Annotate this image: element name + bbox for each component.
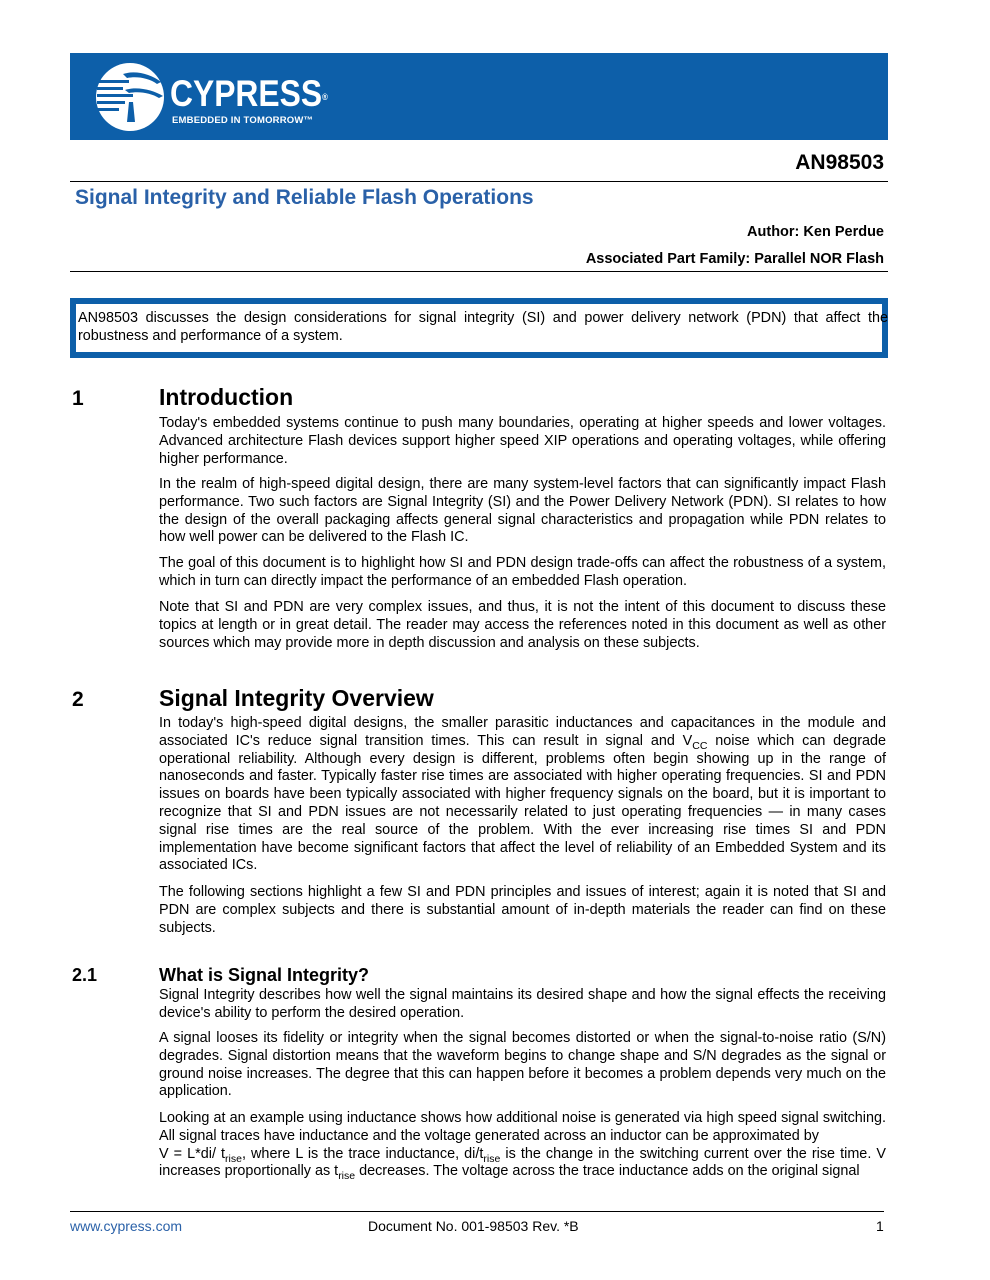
footer-document-number: Document No. 001-98503 Rev. *B — [368, 1218, 579, 1234]
cypress-logo — [95, 60, 335, 134]
part-family: Associated Part Family: Parallel NOR Flash — [585, 251, 884, 267]
section-heading-signal-integrity-overview: Signal Integrity Overview — [159, 685, 434, 711]
paragraph: In today's high-speed digital designs, the smaller parasitic inductances and capacitances in the module and associated IC's reduce signal transition times. This can result in signal and $V_{CC}$ noise which can degrade operational reliability. Although every design is different, problems often begin showing up in the range of nanoseconds and faster. Typically faster rise times are associated with higher operating frequencies. SI and PDN issues on boards have been typically associated with higher frequency signals on the board, but it is important to recognize that SI and PDN issues are not necessarily related to just operating frequencies — in many cases signal rise times are the real source of the problem. With the ever increasing rise times SI and PDN implementation have become significant factors that affect the level of reliability of an Embedded System and its associated ICs. — [159, 715, 886, 874]
subsection-heading-what-is-si: What is Signal Integrity? — [159, 965, 370, 985]
footer-divider — [70, 1211, 884, 1212]
logo-tagline: EMBEDDED IN TOMORROW™ — [172, 115, 314, 126]
doc-number: AN98503 — [795, 151, 884, 174]
header-divider — [70, 181, 888, 182]
logo-wordmark: CYPRESS® — [170, 73, 328, 114]
section-number: 2 — [72, 688, 84, 711]
cypress-tree-icon — [95, 60, 167, 134]
abstract-box — [70, 298, 888, 358]
footer-website-link[interactable]: www.cypress.com — [70, 1218, 183, 1234]
meta-divider — [70, 271, 888, 272]
paragraph: Today's embedded systems continue to push many boundaries, operating at higher speeds and lower voltages. Advanced architecture Flash devices support higher speed XIP operations and operating voltages, while offering higher performance. — [159, 415, 886, 467]
abstract-text: AN98503 discusses the design considerations for signal integrity (SI) and power delivery network (PDN) that affect the robustness and performance of a system. — [78, 310, 888, 344]
paragraph: Signal Integrity describes how well the signal maintains its desired shape and how the signal effects the receiving device's ability to perform the desired operation. — [159, 987, 886, 1021]
section-number: 1 — [72, 387, 84, 410]
paragraph: The following sections highlight a few SI and PDN principles and issues of interest; again it is noted that SI and PDN are complex subjects and there is substantial amount of in-depth materials the reader can find on these subjects. — [159, 884, 886, 936]
paragraph: Note that SI and PDN are very complex issues, and thus, it is not the intent of this document to discuss these topics at length or in great detail. The reader may access the references noted in this document as well as other sources which may provide more in depth discussion and analysis on these subjects. — [159, 599, 886, 651]
subsection-number: 2.1 — [72, 965, 98, 985]
paragraph: The goal of this document is to highlight how SI and PDN design trade-offs can affect the robustness of a system, which in turn can directly impact the performance of an embedded Flash operation. — [159, 555, 886, 589]
page-number: 1 — [876, 1218, 884, 1234]
section-heading-introduction: Introduction — [159, 384, 294, 410]
author: Author: Ken Perdue — [747, 224, 884, 240]
paragraph: Looking at an example using inductance shows how additional noise is generated via high speed signal switching. All signal traces have inductance and the voltage generated across an inductor can be approximated by V = L*di/ $t_{rise}$, where L is the trace inductance, $di/t_{rise}$ is the change in the switching current over the rise time. V increases proportionally as $t_{rise}$ decreases. The voltage across the trace inductance adds on the original signal — [159, 1110, 886, 1183]
paragraph: A signal looses its fidelity or integrity when the signal becomes distorted or when the signal-to-noise ratio (S/N) degrades. Signal distortion means that the waveform begins to change shape and S/N degrades as the signal or ground noise increases. The degree that this can happen before it becomes a problem depends very much on the application. — [159, 1030, 886, 1100]
paragraph: In the realm of high-speed digital design, there are many system-level factors that can significantly impact Flash performance. Two such factors are Signal Integrity (SI) and the Power Delivery Network (PDN). SI relates to how the design of the overall packaging affects general signal characteristics and propagation while PDN relates to how well power can be delivered to the Flash IC. — [159, 476, 886, 546]
page-title: Signal Integrity and Reliable Flash Operations — [75, 186, 534, 209]
